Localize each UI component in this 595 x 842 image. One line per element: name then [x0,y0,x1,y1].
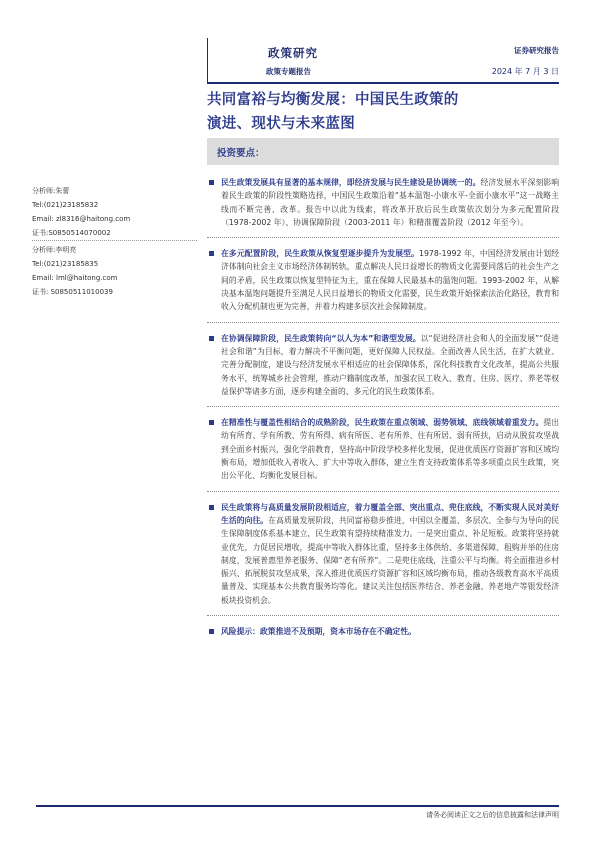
analyst-card [32,184,197,241]
analyst-cert: 证书: S0850511010039 [32,288,113,296]
analyst-email[interactable]: Email: lml@haitong.com [32,274,118,282]
analyst-name: 分析师:朱蕾 [32,187,70,195]
header-divider [207,38,208,82]
key-point-text: 1978-1992 年，中国经济发展由计划经济体制向社会主义市场经济体制转轨，重点解决人民日益增长的物质文化需要同落后的社会生产之间的矛盾，民生政策以恢复型特征为主，重在保障人民最基本的温饱问题。1993-2002 年，从解决基本温饱问题提升至满足人民日益增长的物质文化需要，民生政策开始探索法治化路径，教育和收入分配机制也更为完善，并着力构建多层次社会保障制度。 [221,249,559,312]
header-rule [207,82,559,84]
risk-warning-section [207,625,559,646]
key-point-paragraph [221,332,559,398]
risk-warning-text: 风险提示：政策推进不及预期，资本市场存在不确定性。 [221,627,416,637]
title-line-2: 演进、现状与未来蓝图 [207,116,355,132]
report-category: 政策研究 [268,46,318,60]
key-point-lead: 在精准性与覆盖性相结合的成熟阶段，民生政策在重点领域、弱势领域、底线领域着重发力。 [221,418,544,428]
key-point-paragraph [221,501,559,607]
key-point-section [207,332,559,407]
key-point-paragraph [221,176,559,229]
key-point-paragraph [221,416,559,482]
key-point-section [207,176,559,238]
report-type: 证券研究报告 [514,46,559,55]
key-points-label: 投资要点： [217,148,265,159]
bullet-icon [209,629,214,634]
analyst-card [32,243,197,299]
key-point-section [207,501,559,616]
footer-rule [36,805,559,807]
key-point-lead: 在协调保障阶段，民生政策转向“以人为本”和谐型发展。 [221,333,421,343]
bullet-icon [209,505,214,510]
key-point-paragraph [221,247,559,313]
analyst-email[interactable]: Email: zl8316@haitong.com [32,215,131,223]
bullet-icon [209,336,214,341]
key-point-lead: 在多元配置阶段，民生政策从恢复型逐步提升为发展型。 [221,249,419,259]
key-point-text: 在高质量发展阶段，共同富裕稳步推进，中国以全覆盖、多层次、全参与为导向的民生保障制度体系基本建立，民生政策有望持续精准发力。一是突出重点、补足短板。政策将坚持就业优先，力促居民增收，提高中等收入群体比重，坚持多主体供给、多渠道保障、租购并举的住房制度，发展普惠型养老服务、保障“老有所养”。二是兜住底线，注重公平与均衡。将全面推进乡村振兴、拓展脱贫攻坚成果，深入推进优质医疗资源扩容和区域均衡布局，推动各级教育高水平高质量普及、实现基本公共教育服务均等化。建议关注包括医养结合、养老金融、养老地产等银发经济板块投资机会。 [221,515,559,605]
analyst-cert: 证书:S0850514070002 [32,229,111,237]
analyst-name: 分析师:李明亮 [32,246,77,254]
key-point-text: 经济发展水平深刻影响着民生政策的阶段性策略选择，中国民生政策沿着“基本温饱-小康水平-全面小康水平”这一战略主线而不断完善、改革。报告中以此为线索，将改革开放后民生政策依次划分为多元配置阶段（1978-2002 年）、协调保障阶段（2003-2011 年）和精准覆盖阶段（2012 年至今）。 [221,178,560,227]
key-points-body [207,176,559,655]
risk-warning-paragraph [221,625,559,638]
analyst-tel: Tel:(021)23185835 [32,260,99,268]
key-point-text: 以“促进经济社会和人的全面发展”“促进社会和谐”为目标，着力解决不平衡问题，更好保障人民权益。全面改善人民生活，在扩大就业、完善分配制度，建设与经济发展水平相适应的社会保障体系，深化科技教育文化改革，提高公共服务水平，统筹城乡社会管理，推动户籍制度改革，加强农民工收入、教育、住房、医疗、养老等权益保护等诸多方面，逐步构建全面的、多元化的民生政策体系。 [221,333,559,396]
document-title [207,88,567,136]
bullet-icon [209,180,214,185]
title-line-1: 共同富裕与均衡发展：中国民生政策的 [207,92,459,108]
key-point-text: 提出幼有所育、学有所教、劳有所得、病有所医、老有所养、住有所居、弱有所扶，启动从脱贫攻坚战到全面乡村振兴，强化学前教育，坚持高中阶段学校多样化发展，促进优质医疗资源扩容和区域均衡布局，增加低收入者收入、扩大中等收入群体，建立生育支持政策体系等多项重点民生政策，突出公平化、均衡化发展目标。 [221,418,560,481]
key-point-lead: 民生政策将与高质量发展阶段相适应，着力覆盖全部、突出重点、兜住底线，不断实现人民对美好生活的向往。 [221,502,559,525]
key-point-section [207,416,559,491]
bullet-icon [209,251,214,256]
footer-disclaimer: 请务必阅读正文之后的信息披露和法律声明 [426,811,559,819]
bullet-icon [209,420,214,425]
key-point-section [207,247,559,322]
key-point-lead: 民生政策发展具有显著的基本规律，即经济发展与民生建设是协调统一的。 [221,178,481,187]
key-points-bar [207,138,559,165]
analyst-tel: Tel:(021)23185832 [32,201,99,209]
report-date: 2024 年 7 月 3 日 [491,67,559,76]
analyst-divider [32,240,197,241]
report-subcategory: 政策专题报告 [266,67,311,76]
